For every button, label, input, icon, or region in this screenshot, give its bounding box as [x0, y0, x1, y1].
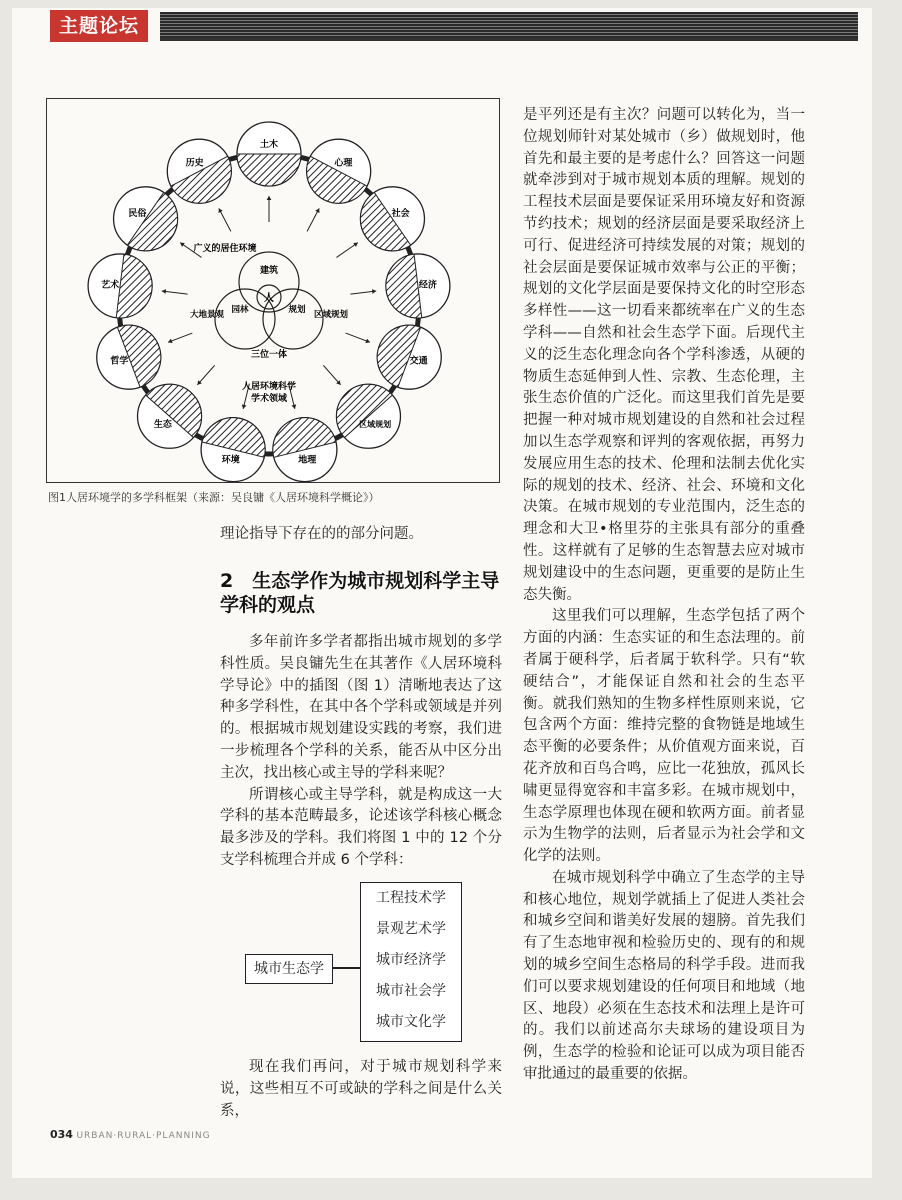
section-heading: 2 生态学作为城市规划科学主导学科的观点	[220, 570, 500, 616]
label-trinity: 三位一体	[250, 350, 288, 360]
discipline-circle	[88, 254, 152, 318]
discipline-circle	[201, 418, 265, 482]
header-rule	[160, 12, 858, 38]
branch-item: 景观艺术学	[376, 921, 446, 937]
paragraph: 在城市规划科学中确立了生态学的主导和核心地位，规划学就插上了促进人类社会和城乡空间和谐美好发展的翅膀。首先我们有了生态地审视和检验历史的、现有的和规划的城乡空间生态格局的科学手段。进而我们可以要求规划建设的任何项目和地域（地区、地段）必须在生态技术和法理上是许可的。我们以前述高尔夫球场的建设项目为例，生态学的检验和论证可以成为项目能否审批通过的最重要的依据。	[523, 869, 805, 1083]
discipline-circle	[307, 139, 371, 203]
section-tag: 主题论坛	[50, 10, 148, 42]
paragraph: 所谓核心或主导学科，就是构成这一大学科的基本范畴最多，论述该学科核心概念最多涉及的学科。我们将图 1 中的 12 个分支学科梳理合并成 6 个学科：	[220, 786, 502, 868]
discipline-label: 交通	[409, 356, 428, 367]
hatched-overlap	[237, 154, 301, 186]
discipline-circle	[97, 325, 161, 389]
paragraph: 这里我们可以理解，生态学包括了两个方面的内涵：生态实证的和生态法理的。前者属于硬科学，后者属于软科学。只有“软硬结合”，才能保证自然和社会的生态平衡。就我们熟知的生物多样性原则来说，它包含两个方面：维持完整的食物链是地域生态平衡的必要条件；从价值观方面来说，百花齐放和百鸟合鸣，应比一花独放，孤风长啸更显得宽容和丰富多彩。在城市规划中，生态学原理也体现在硬和软两方面。前者显示为生物学的法则，后者显示为社会学和文化学的法则。	[523, 608, 805, 865]
discipline-label: 民俗	[128, 209, 147, 220]
discipline-circle	[138, 384, 202, 448]
discipline-tree-diagram	[240, 882, 480, 1042]
connector-line	[332, 967, 360, 969]
discipline-circle	[114, 187, 178, 251]
page-number: 034	[50, 1128, 73, 1141]
discipline-label: 环境	[221, 455, 240, 466]
discipline-circle	[386, 254, 450, 318]
paragraph: 多年前许多学者都指出城市规划的多学科性质。吴良镛先生在其著作《人居环境科学导论》中的插图（图 1）清晰地表达了这种多学科性，在其中各个学科或领域是并列的。根据城市规划建设实践的考察，我们进一步梳理各个学科的关系，能否从中区分出主次，找出核心或主导的学科来呢？	[220, 634, 502, 781]
branch-item: 工程技术学	[376, 890, 446, 906]
figure-1	[46, 98, 500, 483]
arrow-head	[292, 404, 297, 408]
arrow-head	[180, 243, 185, 247]
discipline-circle	[377, 325, 441, 389]
figure-caption: 图1人居环境学的多学科框架（来源：吴良镛《人居环境科学概论》）	[48, 491, 380, 504]
label-regional-planning: 区域规划	[313, 310, 349, 320]
multidiscipline-diagram	[47, 99, 499, 482]
paragraph: 是平列还是有主次？问题可以转化为，当一位规划师针对某处城市（乡）做规划时，他首先和最主要的是考虑什么？回答这一问题就牵涉到对于城市规划本质的理解。规划的工程技术层面是要保证采用环境友好和资源节约技术；规划的经济层面是要采取经济上可行、促进经济可持续发展的对策；规划的社会层面是要保证城市效率与公正的平衡；规划的文化学层面是要保持文化的时空形态多样性——这一切看来都统率在广义的生态学科——自然和社会生态学下面。后现代主义的泛生态化理念向各个学科渗透，从硬的物质生态延伸到人性、宗教、生态伦理，主张生态价值的广泛化。而这里我们首先是要把握一种对城市规划建设的自然和社会过程加以生态学观察和评判的客观依据，再努力发展应用生态的技术、伦理和法制去优化实际的规划的技术、经济、社会、环境和文化决策。在城市规划的专业范围内，泛生态的理念和大卫•格里芬的主张具有部分的重叠性。这样就有了足够的生态智慧去应对城市规划建设中的生态问题，更重要的是防止生态失衡。	[523, 107, 805, 603]
discipline-label: 生态	[153, 419, 172, 430]
discipline-label: 土木	[259, 140, 279, 150]
discipline-circle	[360, 187, 424, 251]
arrow-head	[372, 289, 376, 294]
arrow-head	[162, 289, 166, 294]
discipline-circle	[273, 418, 337, 482]
paragraph: 现在我们再问，对于城市规划科学来说，这些相互不可或缺的学科之间是什么关系，	[220, 1059, 502, 1119]
discipline-circle	[336, 384, 400, 448]
header-rule-underline	[160, 38, 858, 41]
discipline-circle	[237, 122, 301, 186]
discipline-label: 地理	[298, 455, 317, 466]
mid-column	[220, 632, 502, 872]
right-column	[523, 105, 805, 1086]
label-architecture: 建筑	[259, 266, 279, 276]
page-folio	[50, 1128, 211, 1141]
arrow-head	[242, 404, 247, 408]
label-garden: 园林	[231, 305, 249, 315]
root-box: 城市生态学	[245, 954, 333, 984]
discipline-label: 经济	[418, 280, 437, 291]
arrow-head	[353, 243, 358, 247]
discipline-label: 艺术	[101, 280, 120, 291]
discipline-label: 历史	[185, 158, 204, 169]
paragraph: 理论指导下存在的的部分问题。	[220, 526, 423, 542]
discipline-circle	[167, 139, 231, 203]
discipline-label: 社会	[391, 209, 410, 220]
branch-item: 城市经济学	[376, 952, 446, 968]
label-field-1: 人居环境科学	[241, 382, 297, 392]
label-human: 人	[264, 293, 274, 304]
branch-item: 城市社会学	[376, 983, 446, 999]
arrow-head	[267, 196, 272, 200]
mid-bottom-text	[220, 1057, 502, 1122]
label-earth-landscape: 大地景观	[189, 310, 225, 320]
mid-top-text	[220, 524, 502, 546]
discipline-label: 心理	[334, 158, 353, 169]
label-planning: 规划	[288, 305, 306, 315]
branch-item: 城市文化学	[376, 1014, 446, 1030]
branches-box	[360, 882, 462, 1042]
inner-group	[190, 242, 349, 404]
label-living-environment: 广义的居住环境	[193, 244, 257, 254]
discipline-label: 区域规划	[359, 419, 392, 429]
discipline-label: 哲学	[110, 356, 129, 367]
label-field-2: 学术领域	[250, 394, 288, 404]
journal-name: URBAN·RURAL·PLANNING	[76, 1131, 211, 1141]
